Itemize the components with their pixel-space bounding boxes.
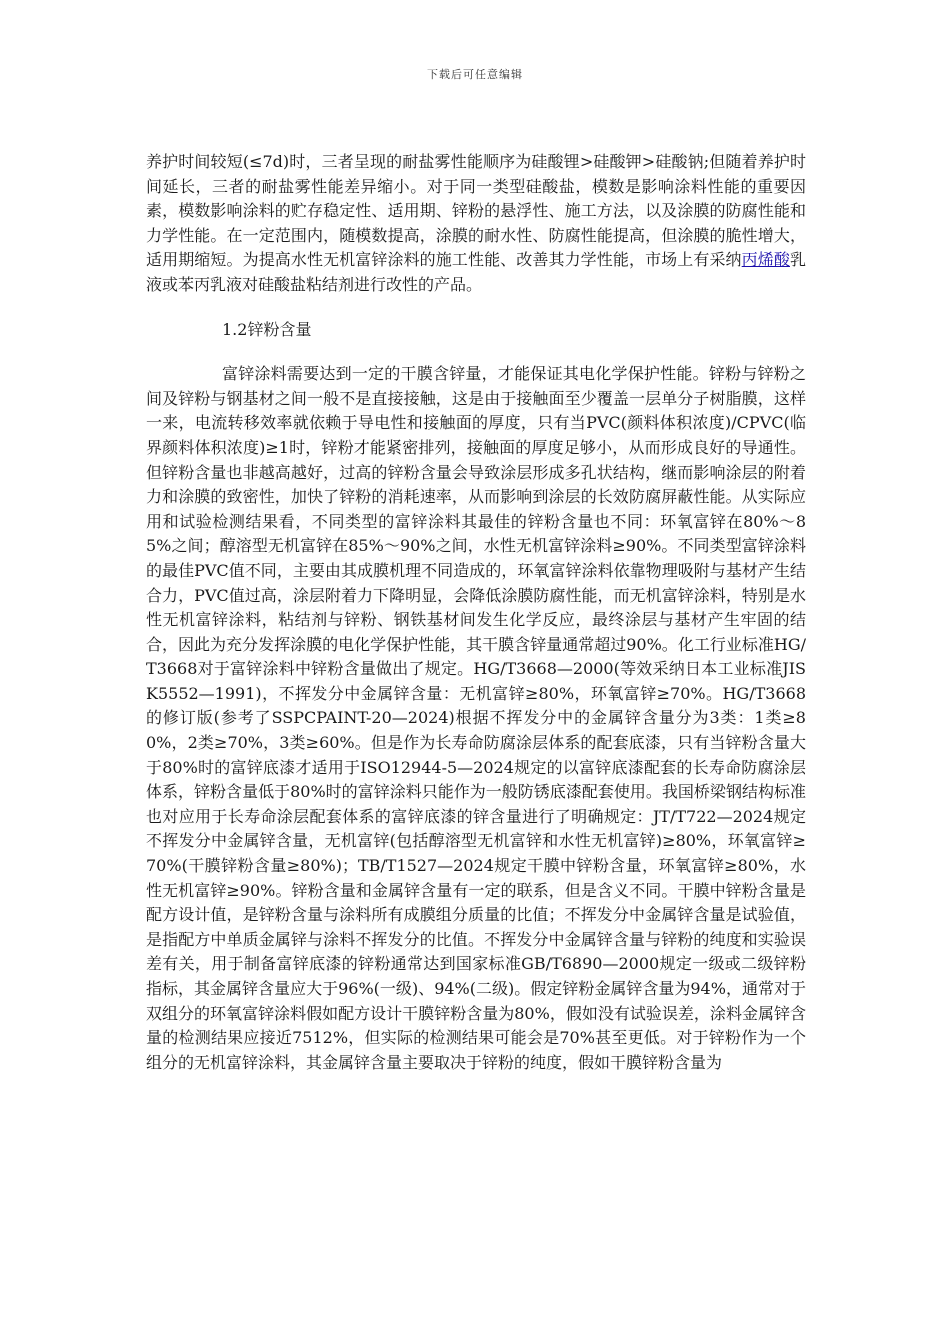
section-heading-zinc-content: 1.2锌粉含量 <box>222 319 312 339</box>
acrylic-acid-link[interactable]: 丙烯酸 <box>741 250 790 270</box>
paragraph-silicate-tail: 乳液或苯丙乳液对硅酸盐粘结剂进行改性的产品。 <box>146 250 806 294</box>
paragraph-zinc-content: 富锌涂料需要达到一定的干膜含锌量，才能保证其电化学保护性能。锌粉与锌粉之间及锌粉与钢基材之间一般不是直接接触，这是由于接触面至少覆盖一层单分子树脂膜，这样一来，电流转移效率就依赖于导电性和接触面的厚度，只有当PVC(颜料体积浓度)/CPVC(临界颜料体积浓度)≥1时，锌粉才能紧密排列，接触面的厚度足够小，从而形成良好的导通性。但锌粉含量也非越高越好，过高的锌粉含量会导致涂层形成多孔状结构，继而影响涂层的附着力和涂膜的致密性，加快了锌粉的消耗速率，从而影响到涂层的长效防腐屏蔽性能。从实际应用和试验检测结果看，不同类型的富锌涂料其最佳的锌粉含量也不同：环氧富锌在80%～85%之间；醇溶型无机富锌在85%～90%之间，水性无机富锌涂料≥90%。不同类型富锌涂料的最佳PVC值不同，主要由其成膜机理不同造成的，环氧富锌涂料依靠物理吸附与基材产生结合力，PVC值过高，涂层附着力下降明显，会降低涂膜防腐性能，而无机富锌涂料，特别是水性无机富锌涂料，粘结剂与锌粉、钢铁基材间发生化学反应，最终涂层与基材产生牢固的结合，因此为充分发挥涂膜的电化学保护性能，其干膜含锌量通常超过90%。化工行业标准HG/T3668对于富锌涂料中锌粉含量做出了规定。HG/T3668—2000(等效采纳日本工业标准JISK5552—1991)，不挥发分中金属锌含量：无机富锌≥80%，环氧富锌≥70%。HG/T3668的修订版(参考了SSPCPAINT-20—2024)根据不挥发分中的金属锌含量分为3类：1类≥80%，2类≥70%，3类≥60%。但是作为长寿命防腐涂层体系的配套底漆，只有当锌粉含量大于80%时的富锌底漆才适用于ISO12944-5—2024规定的以富锌底漆配套的长寿命防腐涂层体系，锌粉含量低于80%时的富锌涂料只能作为一般防锈底漆配套使用。我国桥梁钢结构标准也对应用于长寿命涂层配套体系的富锌底漆的锌含量进行了明确规定：JT/T722—2024规定不挥发分中金属锌含量，无机富锌(包括醇溶型无机富锌和水性无机富锌)≥80%，环氧富锌≥70%(干膜锌粉含量≥80%)；TB/T1527—2024规定干膜中锌粉含量，环氧富锌≥80%，水性无机富锌≥90%。锌粉含量和金属锌含量有一定的联系，但是含义不同。干膜中锌粉含量是配方设计值，是锌粉含量与涂料所有成膜组分质量的比值；不挥发分中金属锌含量是试验值，是指配方中单质金属锌与涂料不挥发分的比值。不挥发分中金属锌含量与锌粉的纯度和实验误差有关，用于制备富锌底漆的锌粉通常达到国家标准GB/T6890—2000规定一级或二级锌粉指标，其金属锌含量应大于96%(一级)、94%(二级)。假定锌粉金属锌含量为94%，通常对于双组分的环氧富锌涂料假如配方设计干膜锌粉含量为80%，假如没有试验误差，涂料金属锌含量的检测结果应接近7512%，但实际的检测结果可能会是70%甚至更低。对于锌粉作为一个组分的无机富锌涂料，其金属锌含量主要取决于锌粉的纯度，假如干膜锌粉含量为 <box>146 364 806 1072</box>
paragraph-silicate <box>146 150 806 298</box>
page-header: 下载后可任意编辑 <box>427 68 523 81</box>
paragraph-silicate-text: 养护时间较短(≤7d)时，三者呈现的耐盐雾性能顺序为硅酸锂>硅酸钾>硅酸钠;但随着养护时间延长，三者的耐盐雾性能差异缩小。对于同一类型硅酸盐，模数是影响涂料性能的重要因素，模数影响涂料的贮存稳定性、适用期、锌粉的悬浮性、施工方法，以及涂膜的防腐性能和力学性能。在一定范围内，随模数提高，涂膜的耐水性、防腐性能提高，但涂膜的脆性增大，适用期缩短。为提高水性无机富锌涂料的施工性能、改善其力学性能，市场上有采纳 <box>146 152 806 270</box>
document-body <box>146 150 806 1075</box>
